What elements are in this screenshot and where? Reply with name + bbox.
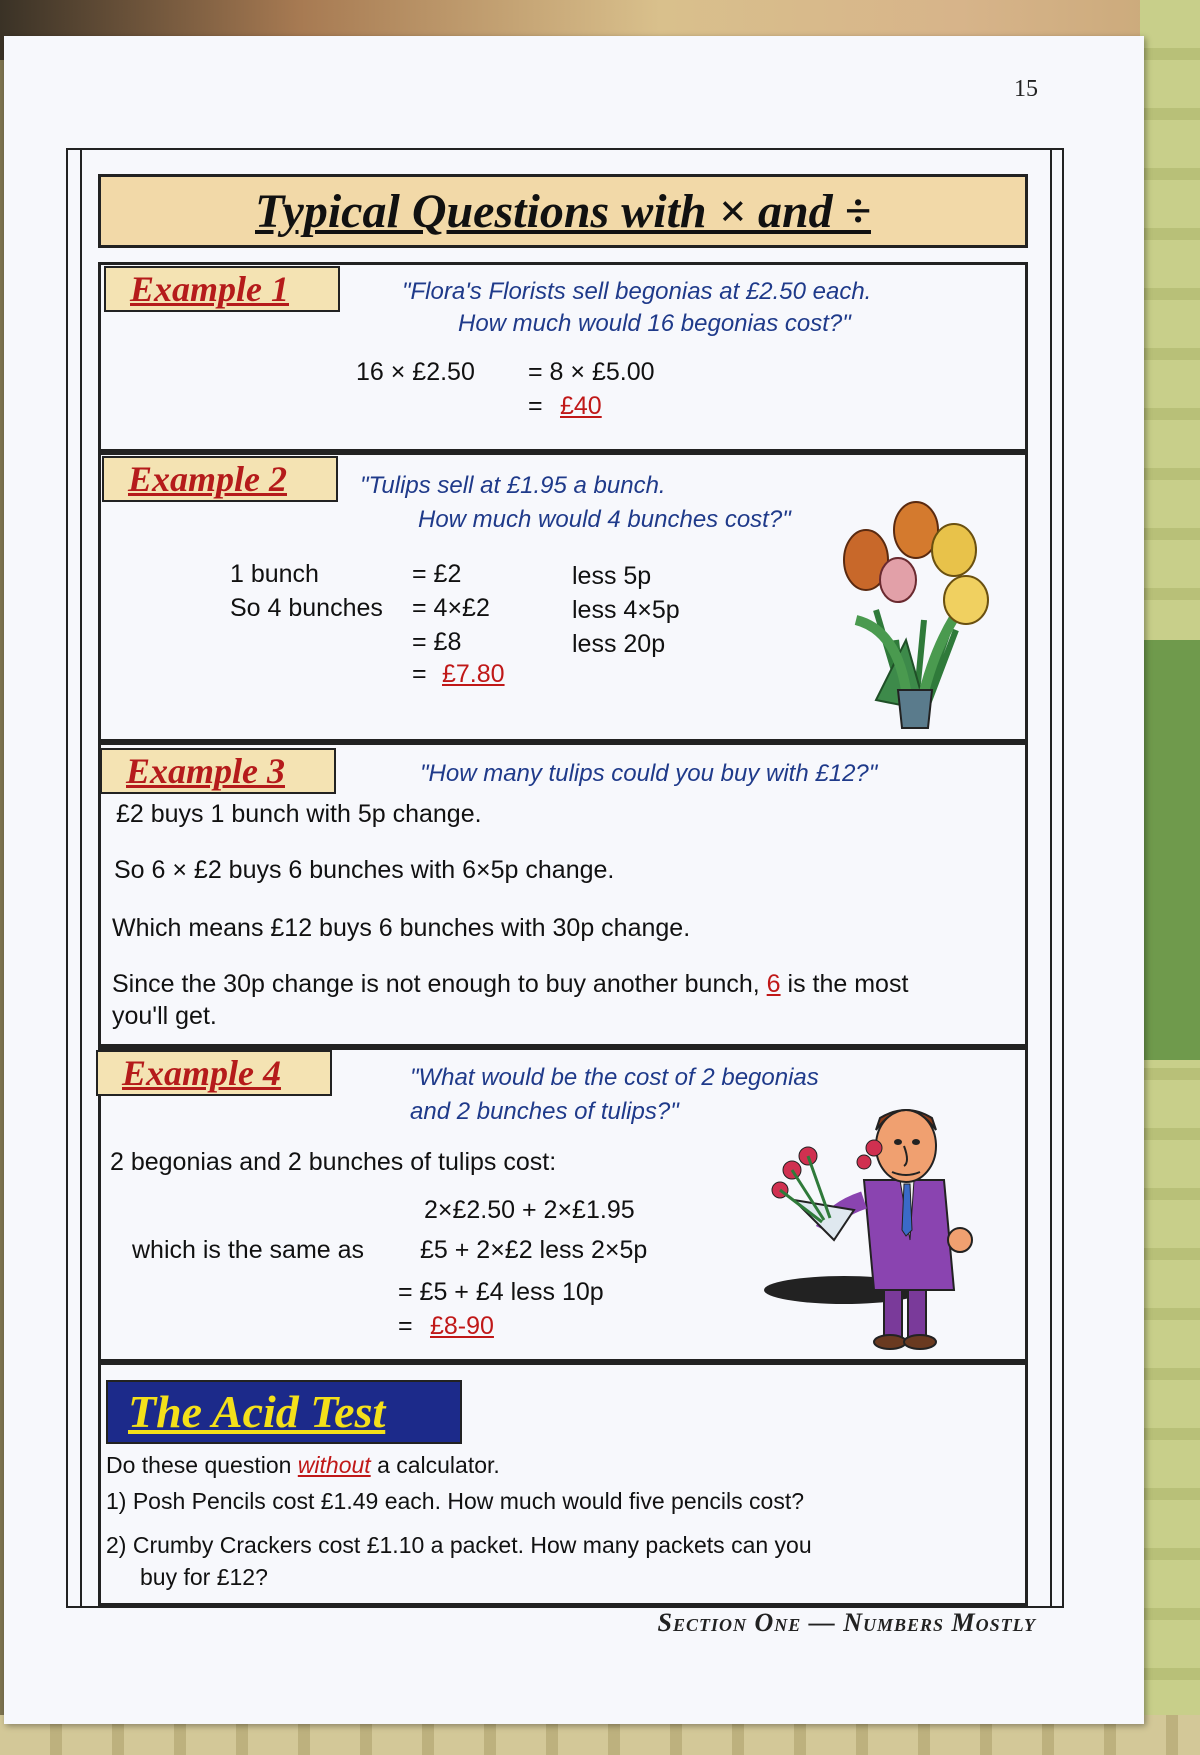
example-1-answer: £40 — [560, 392, 602, 420]
page-title: Typical Questions with × and ÷ — [255, 185, 871, 238]
example-2-row1-mid: = £2 — [412, 560, 462, 588]
example-3-line2: So 6 × £2 buys 6 bunches with 6×5p change. — [114, 856, 615, 884]
example-2-question-line1: "Tulips sell at £1.95 a bunch. — [360, 472, 666, 499]
man-with-flowers-illustration — [764, 1090, 1024, 1352]
acid-test-title: The Acid Test — [106, 1380, 462, 1444]
example-3-answer: 6 — [766, 970, 781, 998]
example-1-calc-left: 16 × £2.50 — [356, 358, 475, 386]
acid-test-question-2-line2: buy for £12? — [140, 1564, 268, 1590]
example-2-row1-left: 1 bunch — [230, 560, 319, 588]
example-3-line4-before: Since the 30p change is not enough to buy another bunch, — [112, 970, 760, 998]
example-2-row3-right: less 20p — [572, 630, 666, 658]
example-4-answer: £8-90 — [430, 1312, 494, 1340]
tulip-bouquet-illustration — [836, 500, 1000, 730]
example-3-line5: you'll get. — [112, 1002, 217, 1030]
example-3-line4 — [112, 970, 908, 999]
example-4-question-line1: "What would be the cost of 2 begonias — [410, 1064, 819, 1091]
acid-test-question-2-line1: 2) Crumby Crackers cost £1.10 a packet. How many packets can you — [106, 1532, 812, 1558]
example-1-question-line1: "Flora's Florists sell begonias at £2.50 each. — [402, 278, 872, 305]
example-4-label: Example 4 — [96, 1050, 332, 1096]
acid-test-instruction-before: Do these question — [106, 1452, 292, 1478]
section-footer: Section One — Numbers Mostly — [657, 1608, 1036, 1637]
example-3-label: Example 3 — [100, 748, 336, 794]
example-1-calc-step: = 8 × £5.00 — [528, 358, 655, 386]
example-2-row1-right: less 5p — [572, 562, 652, 590]
example-2-row2-mid: = 4×£2 — [412, 594, 490, 622]
example-4-calc2: £5 + 2×£2 less 2×5p — [420, 1236, 648, 1264]
example-4-calc1: 2×£2.50 + 2×£1.95 — [424, 1196, 635, 1224]
example-4-intro: 2 begonias and 2 bunches of tulips cost: — [110, 1148, 557, 1176]
example-2-final-eq: = — [412, 660, 427, 688]
example-2-row2-left: So 4 bunches — [230, 594, 383, 622]
example-3-line1: £2 buys 1 bunch with 5p change. — [116, 800, 482, 828]
title-bar — [98, 174, 1028, 248]
example-2-answer: £7.80 — [442, 660, 505, 688]
example-2-question-line2: How much would 4 bunches cost?" — [418, 506, 791, 533]
acid-test-instruction-after: a calculator. — [377, 1452, 500, 1478]
example-4-same-as: which is the same as — [132, 1236, 365, 1264]
example-1-question-line2: How much would 16 begonias cost?" — [458, 310, 851, 337]
background-right — [1140, 0, 1200, 1755]
example-3-question: "How many tulips could you buy with £12?" — [420, 760, 878, 787]
example-1-calc-eq: = — [528, 392, 543, 420]
example-1-label: Example 1 — [104, 266, 340, 312]
example-4-final-eq: = — [398, 1312, 413, 1340]
example-4-question-line2: and 2 bunches of tulips?" — [410, 1098, 679, 1125]
example-2-row2-right: less 4×5p — [572, 596, 680, 624]
page-number: 15 — [1014, 76, 1038, 102]
example-3-line4-after: is the most — [787, 970, 909, 998]
example-4-calc3: = £5 + £4 less 10p — [398, 1278, 604, 1306]
acid-test-question-1: 1) Posh Pencils cost £1.49 each. How much would five pencils cost? — [106, 1488, 805, 1514]
acid-test-instruction-emphasis: without — [297, 1452, 371, 1478]
example-2-label: Example 2 — [102, 456, 338, 502]
example-2-row3-mid: = £8 — [412, 628, 462, 656]
example-3-line3: Which means £12 buys 6 bunches with 30p change. — [112, 914, 691, 942]
acid-test-instruction — [106, 1452, 500, 1479]
